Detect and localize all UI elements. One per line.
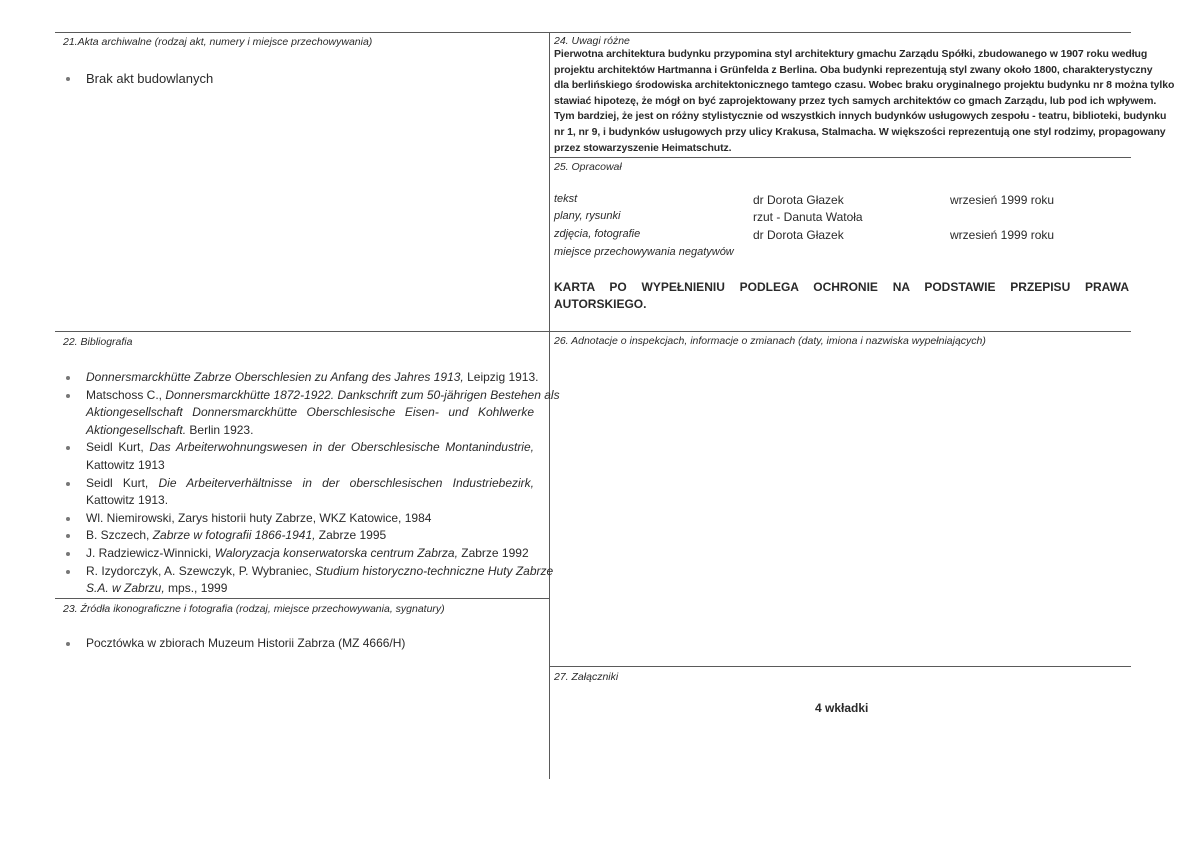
remarks-line: nr 1, nr 9, i budynków usługowych przy ulicy Krakusa, Stalmacha. W większości reprezentują one styl rodzimy, propagowany: [554, 125, 1166, 138]
bullet-dot: [66, 534, 70, 538]
rule-26-27: [549, 666, 1131, 667]
bibliography-line: [86, 563, 554, 580]
copyright-notice-line-1: KARTA PO WYPEŁNIENIU PODLEGA OCHRONIE NA PODSTAWIE PRZEPISU PRAWA: [554, 280, 1129, 294]
bibliography-line: [86, 475, 534, 492]
bibliography-line: [86, 439, 534, 456]
bibliography-text: R. Izydorczyk, A. Szewczyk, P. Wybraniec,: [86, 563, 316, 578]
bibliography-title-text: Aktiongesellschaft Donnersmarckhütte Oberschlesische Eisen- und Kohlwerke: [86, 405, 534, 420]
bibliography-line: [86, 492, 534, 509]
bibliography-text: Zabrze 1992: [457, 546, 529, 560]
bibliography-text: mps., 1999: [164, 581, 228, 596]
section-24-title: 24. Uwagi różne: [554, 35, 630, 47]
prepared-person: rzut - Danuta Watoła: [753, 210, 863, 224]
archive-item: Brak akt budowlanych: [86, 71, 214, 86]
bibliography-title-text: Studium historyczno-techniczne Huty Zabrze: [315, 563, 554, 578]
bibliography-line: [86, 580, 534, 597]
copyright-notice-line-2: AUTORSKIEGO.: [554, 297, 647, 311]
prepared-role: plany, rysunki: [554, 210, 621, 222]
bibliography-line: [86, 369, 539, 386]
bibliography-text: Leipzig 1913.: [463, 370, 539, 384]
bibliography-text: Seidl Kurt,: [86, 475, 159, 490]
bibliography-line: [86, 527, 534, 544]
bibliography-text: Berlin 1923.: [186, 422, 254, 437]
section-27-title: 27. Załączniki: [554, 671, 619, 683]
bullet-dot: [66, 570, 70, 574]
bibliography-text: Zabrze 1995: [315, 528, 387, 543]
remarks-line: stawiać hipotezę, że mógł on być zaprojektowany przez tych samych architektów co gmach Zarządu, lub pod ich wpływem.: [554, 94, 1157, 107]
bibliography-line: [86, 387, 560, 404]
bibliography-line: [86, 457, 534, 474]
bibliography-text: B. Szczech,: [86, 528, 153, 543]
remarks-line: Tym bardziej, że jest on różny stylistycznie od wszystkich innych budynków usługowych zespołu - teatru, biblioteki, budynku: [554, 110, 1167, 123]
prepared-role: tekst: [554, 193, 578, 205]
bullet-dot: [66, 77, 70, 81]
bibliography-title-text: Die Arbeiterverhältnisse in der oberschlesischen Industriebezirk,: [158, 475, 534, 490]
bibliography-title-text: Donnersmarckhütte 1872-1922. Dankschrift zum 50-jährigen Bestehen als: [165, 387, 560, 402]
bullet-dot: [66, 517, 70, 521]
bibliography-line: [86, 510, 534, 527]
section-25-title: 25. Opracował: [554, 161, 622, 173]
prepared-person: dr Dorota Głazek: [753, 228, 844, 242]
remarks-line: projektu architektów Hartmanna i Grünfelda z Berlina. Oba budynki reprezentują styl zwany około 1800, charakterystyczny: [554, 63, 1153, 76]
bibliography-title-text: Zabrze w fotografii 1866-1941,: [152, 528, 316, 543]
attachments-value: 4 wkładki: [815, 701, 869, 715]
bullet-dot: [66, 446, 70, 450]
bibliography-line: [86, 404, 534, 421]
bibliography-text: Wl. Niemirowski, Zarys historii huty Zabrze, WKZ Katowice, 1984: [86, 510, 432, 525]
bullet-dot: [66, 482, 70, 486]
rule-22-23: [55, 598, 549, 599]
prepared-role: miejsce przechowywania negatywów: [554, 246, 734, 258]
bibliography-text: Seidl Kurt,: [86, 440, 150, 455]
prepared-role: zdjęcia, fotografie: [554, 228, 641, 240]
prepared-person: dr Dorota Głazek: [753, 193, 844, 207]
rule-row-divider: [55, 331, 1131, 332]
prepared-date: wrzesień 1999 roku: [950, 228, 1055, 242]
section-26-title: 26. Adnotacje o inspekcjach, informacje o zmianach (daty, imiona i nazwiska wypełniających): [554, 335, 986, 347]
remarks-line: przez stowarzyszenie Heimatschutz.: [554, 141, 732, 154]
bullet-dot: [66, 394, 70, 398]
bullet-dot: [66, 642, 70, 646]
bullet-dot: [66, 376, 70, 380]
bibliography-line: [86, 422, 534, 439]
bibliography-title-text: S.A. w Zabrzu,: [86, 581, 165, 596]
section-22-title: 22. Bibliografia: [63, 336, 133, 348]
bibliography-line: [86, 545, 534, 562]
prepared-date: wrzesień 1999 roku: [950, 193, 1055, 207]
remarks-text: [554, 47, 1175, 156]
remarks-line: Pierwotna architektura budynku przypomina styl architektury gmachu Zarządu Spółki, zbudowanego w 1907 roku według: [554, 48, 1148, 60]
bibliography-title-text: Donnersmarckhütte Zabrze Oberschlesien zu Anfang des Jahres 1913,: [86, 370, 464, 384]
bibliography-title-text: Waloryzacja konserwatorska centrum Zabrza,: [214, 546, 458, 560]
bullet-dot: [66, 552, 70, 556]
bibliography-text: Matschoss C.,: [86, 387, 166, 402]
bibliography-text: Kattowitz 1913: [86, 458, 165, 472]
section-21-title: 21.Akta archiwalne (rodzaj akt, numery i miejsce przechowywania): [63, 36, 373, 48]
rule-24-25: [549, 157, 1131, 158]
bibliography-title-text: Aktiongesellschaft.: [86, 422, 187, 437]
bibliography-title-text: Das Arbeiterwohnungswesen in der Oberschlesische Montanindustrie,: [149, 440, 534, 455]
copyright-notice: [554, 279, 1129, 313]
section-23-title: 23. Źródła ikonograficzne i fotografia (rodzaj, miejsce przechowywania, sygnatury): [63, 603, 445, 615]
top-rule: [55, 32, 1131, 33]
remarks-line: dla berlińskiego środowiska architektonicznego tamtego czasu. Wobec braku oryginalnego projektu budynku nr 8 można tylko: [554, 79, 1175, 92]
iconography-item: Pocztówka w zbiorach Muzeum Historii Zabrza (MZ 4666/H): [86, 636, 406, 650]
bibliography-text: J. Radziewicz-Winnicki,: [86, 546, 215, 560]
bibliography-text: Kattowitz 1913.: [86, 493, 169, 508]
